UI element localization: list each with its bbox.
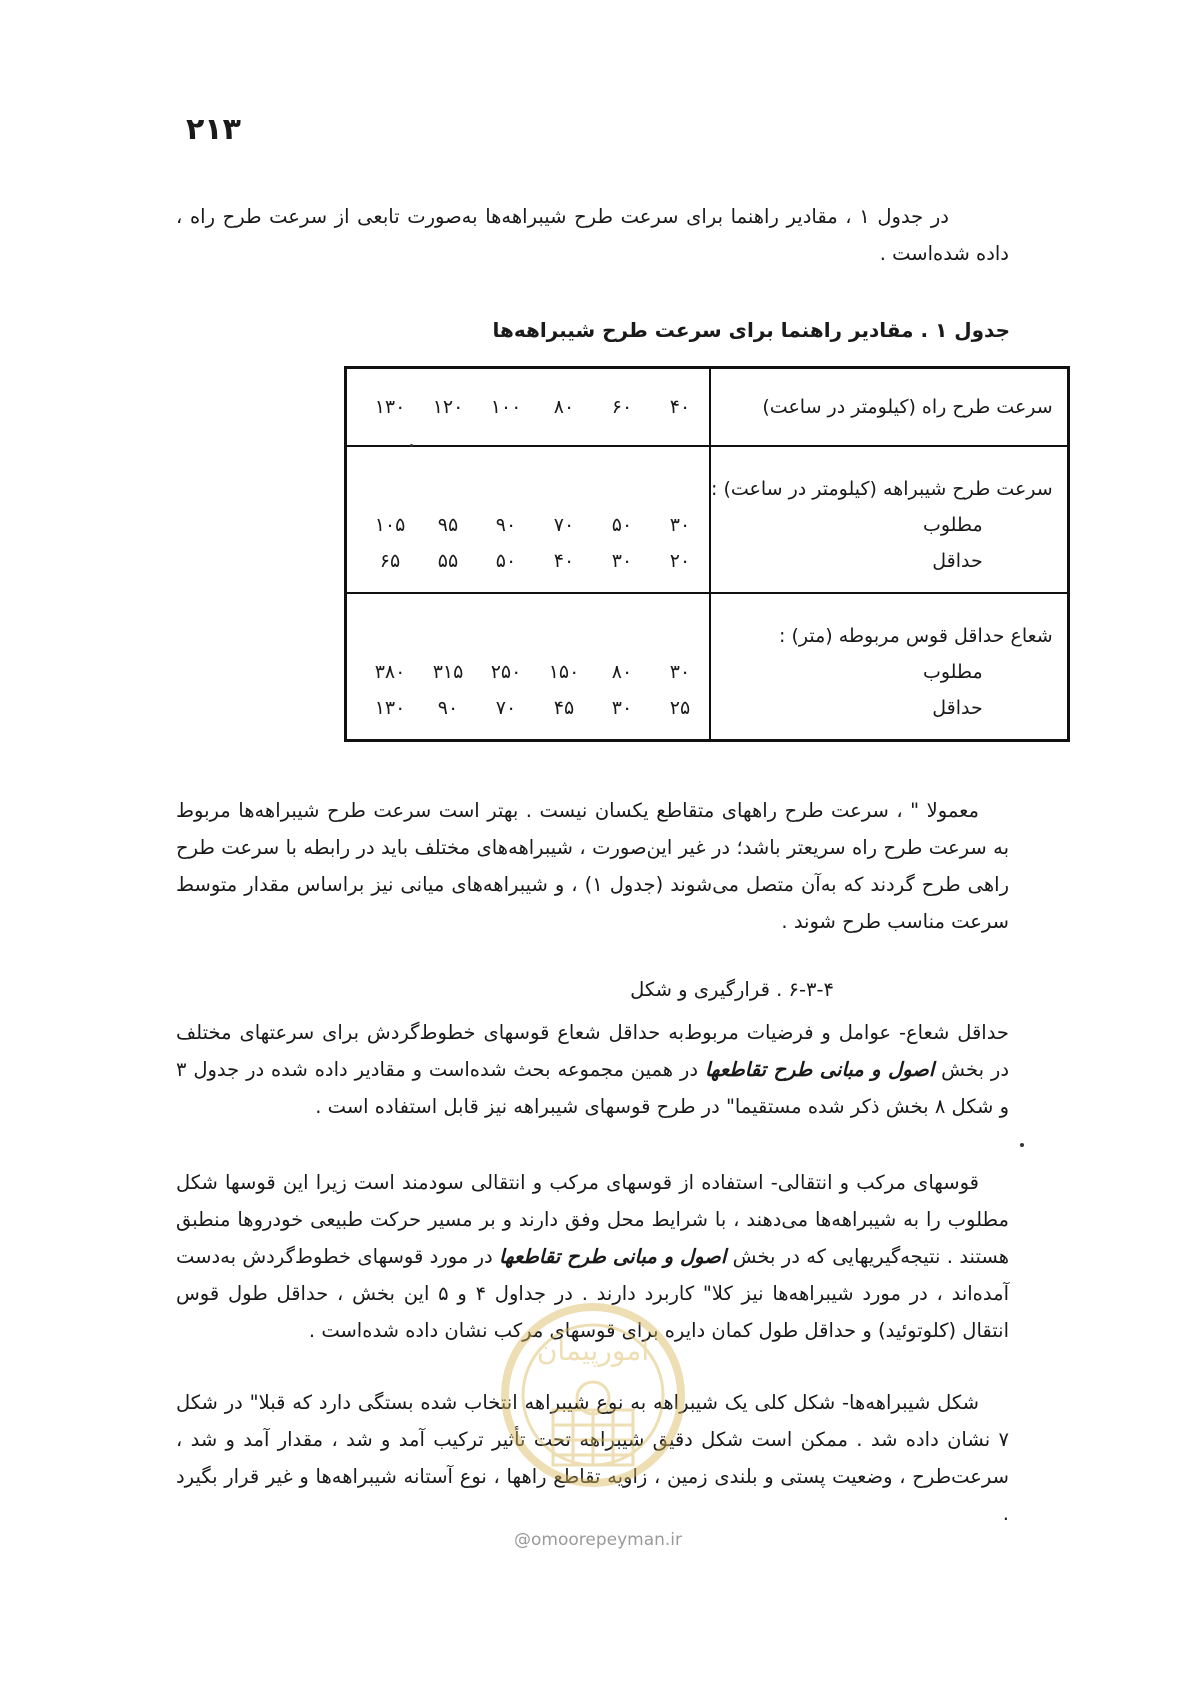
table-row-ramp-speed xyxy=(346,446,1069,593)
ramp-speed-desired-label: مطلوب xyxy=(922,513,983,536)
compound-curves-text-1: قوسهای مرکب و انتقالی- استفاده از قوسهای مرکب و انتقالی سودمند است زیرا این قوسها شکل مطلوب را به شیبراهه‌ها می‌دهند ، با شرایط محل وفق دارند و بر مسیر حرکت طبیعی خودروها منطبق هستند . نتیجه‌گیریهایی که در بخش xyxy=(176,1171,1010,1268)
table-cell: ۱۰۵ xyxy=(374,513,406,536)
arc-radius-minimum-label: حداقل xyxy=(932,696,983,719)
speed-guide-table xyxy=(344,366,1070,742)
table-cell: ۹۵ xyxy=(437,513,459,536)
table-cell: ۱۳۰ xyxy=(374,395,406,418)
emphasis-reference: اصول و مبانی طرح تقاطعها xyxy=(499,1245,727,1268)
speed-recommendation-paragraph xyxy=(176,792,1009,940)
minimum-radius-text-2: در همین مجموعه بحث شده‌است و مقادیر داده شده در جدول ۳ و شکل ۸ بخش ذکر شده مستقیما" در طرح قوسهای شیبراهه نیز قابل استفاده است . xyxy=(176,1058,1009,1118)
watermark-url: @omoorepeyman.ir xyxy=(513,1530,683,1550)
print-speck xyxy=(410,444,413,447)
table-cell: ۴۵ xyxy=(553,696,575,719)
table-cell: ۵۰ xyxy=(495,549,517,572)
table-cell: ۳۰ xyxy=(669,660,691,683)
table-cell: ۳۸۰ xyxy=(374,660,406,683)
ramp-speed-label: سرعت طرح شیبراهه (کیلومتر در ساعت) : xyxy=(711,477,1053,500)
page-number: ۲۱۳ xyxy=(186,112,241,147)
table-cell: ۱۰۰ xyxy=(490,395,522,418)
table-cell: ۳۰ xyxy=(611,696,633,719)
table-cell: ۶۰ xyxy=(611,395,633,418)
minimum-radius-text-1: حداقل شعاع- عوامل و فرضیات مربوط‌به حداقل شعاع قوسهای خطوط‌گردش برای سرعتهای مختلف در بخش xyxy=(176,1021,1009,1081)
table-row-road-speed xyxy=(346,368,1069,446)
table-cell: ۷۰ xyxy=(553,513,575,536)
arc-radius-desired-values xyxy=(361,654,709,690)
minimum-radius-paragraph xyxy=(176,1014,1009,1125)
ramp-speed-minimum-label: حداقل xyxy=(932,549,983,572)
table-cell: ۵۰ xyxy=(611,513,633,536)
table-cell: ۹۰ xyxy=(495,513,517,536)
table-cell: ۲۵۰ xyxy=(490,660,522,683)
arc-radius-minimum-values xyxy=(361,690,709,726)
print-speck xyxy=(1020,1143,1024,1147)
table-cell: ۸۰ xyxy=(553,395,575,418)
table-cell: ۵۵ xyxy=(437,549,459,572)
intro-text: در جدول ۱ ، مقادیر راهنما برای سرعت طرح شیبراهه‌ها به‌صورت تابعی از سرعت طرح راه ، داده شده‌است . xyxy=(176,205,1009,265)
table-cell: ۳۰ xyxy=(611,549,633,572)
watermark-logo xyxy=(498,1300,688,1500)
table-cell: ۶۵ xyxy=(379,549,401,572)
arc-radius-label: شعاع حداقل قوس مربوطه (متر) : xyxy=(779,624,1053,647)
ramp-speed-minimum-values xyxy=(361,543,709,579)
intro-paragraph xyxy=(176,198,1009,272)
table-cell: ۷۰ xyxy=(495,696,517,719)
compound-curves-text-2: در مورد قوسهای خطوط‌گردش به‌دست آمده‌اند ، در مورد شیبراهه‌ها نیز کلا" کاربرد دارند . در جداول ۴ و ۵ این بخش ، حداقل طول قوس انتقال (کلوتوئید) و حداقل طول کمان دایره برای قوسهای مرکب نشان داده شده‌است . xyxy=(176,1245,1009,1342)
table-cell: ۳۱۵ xyxy=(432,660,464,683)
speed-recommendation-text: معمولا " ، سرعت طرح راههای متقاطع یکسان نیست . بهتر است سرعت طرح شیبراهه‌ها مربوط به سرعت طرح راه سریعتر باشد؛ در غیر این‌صورت ، شیبراهه‌های مختلف باید در رابطه با سرعت طرح راهی طرح گردند که به‌آن متصل می‌شوند (جدول ۱) ، و شیبراهه‌های میانی نیز براساس مقدار متوسط سرعت مناسب طرح شوند . xyxy=(176,799,1009,933)
table-cell: ۲۵ xyxy=(669,696,691,719)
emphasis-reference: اصول و مبانی طرح تقاطعها xyxy=(704,1058,935,1081)
table-cell: ۱۵۰ xyxy=(548,660,580,683)
arc-radius-desired-label: مطلوب xyxy=(922,660,983,683)
table-cell: ۸۰ xyxy=(611,660,633,683)
table-cell: ۲۰ xyxy=(669,549,691,572)
table-cell: ۴۰ xyxy=(553,549,575,572)
table-cell: ۴۰ xyxy=(669,395,691,418)
ramp-shape-text: شکل شیبراهه‌ها- شکل کلی یک شیبراهه به نوع شیبراهه انتخاب شده بستگی دارد که قبلا" در شکل ۷ نشان داده شد . ممکن است شکل دقیق شیبراهه تحت تأثیر ترکیب آمد و شد ، مقدار آمد و شد ، سرعت‌طرح ، وضعیت پستی و بلندی زمین ، زاویه تقاطع راهها ، نوع آستانه شیبراهه‌ها و غیر قرار بگیرد . xyxy=(176,1391,1009,1525)
section-heading: ۶-۳-۴ . قرارگیری و شکل xyxy=(630,978,834,1001)
road-speed-label: سرعت طرح راه (کیلومتر در ساعت) xyxy=(710,368,1068,446)
table-row-min-arc-radius xyxy=(346,593,1069,741)
table-cell: ۹۰ xyxy=(437,696,459,719)
road-speed-values xyxy=(361,389,709,425)
table-caption: جدول ۱ . مقادیر راهنما برای سرعت طرح شیبراهه‌ها xyxy=(492,318,1010,342)
watermark-logo-text: امورپیمان xyxy=(536,1334,650,1367)
table-cell: ۱۲۰ xyxy=(432,395,464,418)
ramp-speed-desired-values xyxy=(361,507,709,543)
table-cell: ۱۳۰ xyxy=(374,696,406,719)
table-cell: ۳۰ xyxy=(669,513,691,536)
